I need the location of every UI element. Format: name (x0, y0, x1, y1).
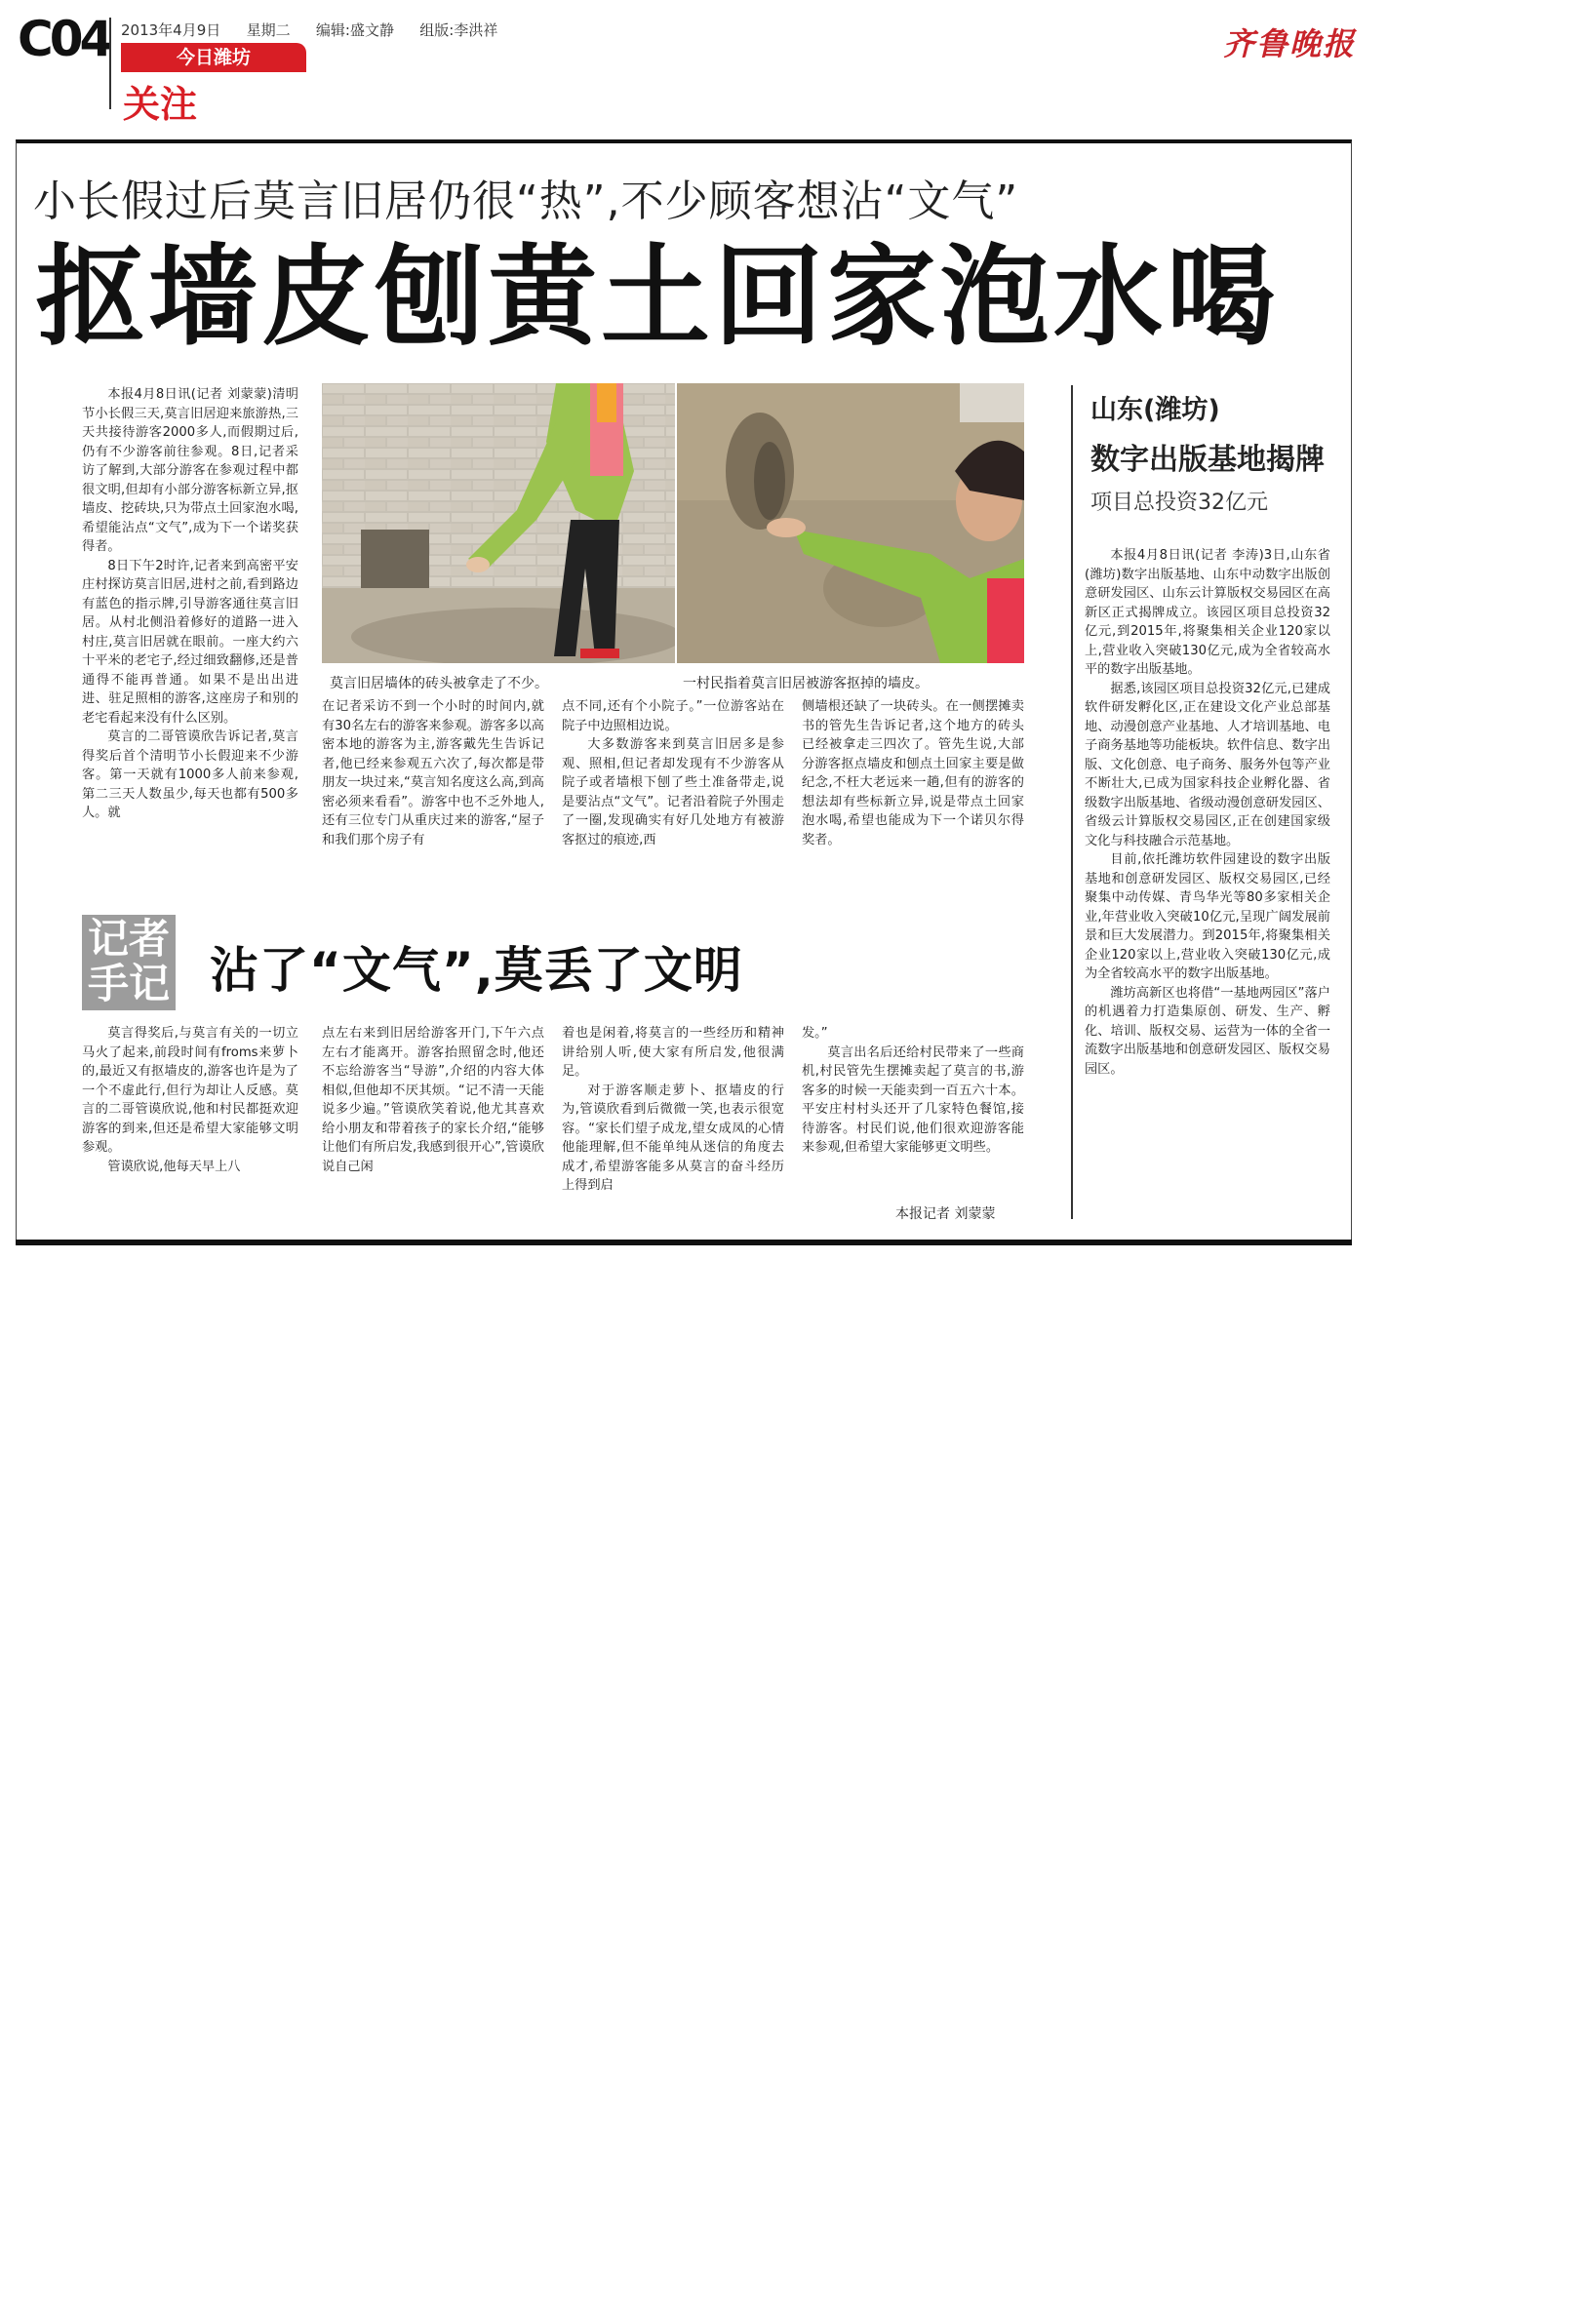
photo-scraped-wall (677, 383, 1024, 663)
note-paragraph: 发。” (802, 1026, 828, 1041)
issue-meta (121, 20, 497, 40)
sidebar-paragraph: 目前,依托潍坊软件园建设的数字出版基地和创意研发园区、版权交易园区,已经聚集中动传媒、青鸟华光等80多家相关企业,年营业收入突破10亿元,呈现广阔发展前景和巨大发展潜力。到2015年,将聚集相关企业120家以上,营业收入突破130亿元,成为全省较高水平的数字出版基地。 (1085, 852, 1330, 981)
article-paragraph: 莫言的二哥管谟欣告诉记者,莫言得奖后首个清明节小长假迎来不少游客。第一天就有1000多人前来参观,第二三天人数虽少,每天也都有500多人。就 (82, 729, 298, 820)
sidebar-paragraph: 潍坊高新区也将借“一基地两园区”落户的机遇着力打造集原创、研发、生产、孵化、培训、版权交易、运营为一体的全省一流数字出版基地和创意研发园区、版权交易园区。 (1085, 985, 1330, 1077)
note-paragraph: 着也是闲着,将莫言的一些经历和精神讲给别人听,使大家有所启发,他很满足。 (562, 1026, 784, 1079)
reporter-note-badge-line1: 记者 (87, 915, 170, 963)
note-paragraph: 对于游客顺走萝卜、抠墙皮的行为,管谟欣看到后微微一笑,也表示很宽容。“家长们望子成龙,望女成凤的心情他能理解,但不能单纯从迷信的角度去成才,希望游客能多从莫言的奋斗经历上得到启 (562, 1083, 784, 1193)
page-number: C04 (18, 11, 110, 67)
reporter-note-headline: 沾了“文气”,莫丢了文明 (210, 942, 743, 999)
note-column-3 (562, 1024, 784, 1196)
note-paragraph: 管谟欣说,他每天早上八 (107, 1159, 241, 1174)
article-paragraph: 8日下午2时许,记者来到高密平安庄村探访莫言旧居,进村之前,看到路边有蓝色的指示牌,引导游客通往莫言旧居。从村北侧沿着修好的道路一进入村庄,莫言旧居就在眼前。一座大约六十平米的老宅子,经过细致翻修,还是普通得不能再普通。如果不是出出进进、驻足照相的游客,这座房子和别的老宅看起来没有什么区别。 (82, 558, 298, 726)
reporter-note-badge (82, 915, 176, 1010)
sidebar-paragraph: 本报4月8日讯(记者 李涛)3日,山东省(潍坊)数字出版基地、山东中动数字出版创意研发园区、山东云计算版权交易园区在高新区正式揭牌成立。该园区项目总投资32亿元,到2015年,将聚集相关企业120家以上,营业收入突破130亿元,成为全省较高水平的数字出版基地。 (1085, 548, 1330, 677)
note-paragraph: 点左右来到旧居给游客开门,下午六点左右才能离开。游客抬照留念时,他还不忘给游客当“导游”,介绍的内容大体相似,但他却不厌其烦。“记不清一天能说多少遍。”管谟欣笑着说,他尤其喜欢给小朋友和带着孩子的家长介绍,“能够让他们有所启发,我感到很开心”,管谟欣说自己闲 (322, 1026, 544, 1174)
sidebar-title: 山东(潍坊) (1090, 395, 1220, 425)
article-paragraph: 点不同,还有个小院子。”一位游客站在院子中边照相边说。 (562, 699, 784, 733)
sidebar-divider (1071, 385, 1073, 1219)
article-column-1 (82, 385, 298, 823)
article-column-2 (322, 697, 544, 849)
article-headline: 抠墙皮刨黄土回家泡水喝 (35, 234, 1280, 361)
photo-caption: 一村民指着莫言旧居被游客抠掉的墙皮。 (683, 676, 929, 691)
layout-credit: 组版:李洪祥 (419, 21, 498, 39)
reporter-byline: 本报记者 刘蒙蒙 (895, 1206, 996, 1222)
sidebar-body (1085, 546, 1330, 1079)
issue-date: 2013年4月9日 (121, 21, 221, 39)
section-tab: 今日潍坊 (121, 43, 306, 72)
sidebar-deck: 项目总投资32亿元 (1090, 491, 1268, 515)
editor-credit: 编辑:盛文静 (315, 21, 394, 39)
photo-caption: 莫言旧居墙体的砖头被拿走了不少。 (330, 676, 548, 691)
article-column-4 (802, 697, 1024, 849)
header-divider (109, 18, 111, 109)
reporter-note-badge-line2: 手记 (87, 960, 170, 1007)
note-column-2 (322, 1024, 544, 1176)
brick-wall-image (322, 383, 675, 663)
article-kicker: 小长假过后莫言旧居仍很“热”,不少顾客想沾“文气” (33, 177, 1019, 226)
sidebar-headline: 数字出版基地揭牌 (1090, 443, 1325, 477)
article-paragraph: 本报4月8日讯(记者 刘蒙蒙)清明节小长假三天,莫言旧居迎来旅游热,三天共接待游客2000多人,而假期过后,仍有不少游客前往参观。8日,记者采访了解到,大部分游客在参观过程中都很文明,但却有小部分游客标新立异,抠墙皮、挖砖块,只为带点土回家泡水喝,希望能沾点“文气”,成为下一个诺奖获得者。 (82, 387, 298, 554)
note-column-4 (802, 1024, 1024, 1158)
article-paragraph: 大多数游客来到莫言旧居多是参观、照相,但记者却发现有不少游客从院子或者墙根下刨了些土准备带走,说是要沾点“文气”。记者沿着院子外围走了一圈,发现确实有好几处地方有被游客抠过的痕迹,西 (562, 737, 784, 847)
sidebar-paragraph: 据悉,该园区项目总投资32亿元,已建成软件研发孵化区,正在建设文化产业总部基地、动漫创意产业基地、人才培训基地、电子商务基地等功能板块。软件信息、数字出版、文化创意、电子商务、服务外包等产业不断壮大,已成为国家科技企业孵化器、省级数字出版基地、省级动漫创意研发园区、省级云计算版权交易园区,正在创建国家级文化与科技融合示范基地。 (1085, 681, 1330, 848)
issue-weekday: 星期二 (246, 21, 291, 39)
article-column-3 (562, 697, 784, 849)
note-column-1 (82, 1024, 298, 1176)
newspaper-logo: 齐鲁晚报 (1223, 25, 1357, 62)
note-paragraph: 莫言得奖后,与莫言有关的一切立马火了起来,前段时间有froms来萝卜的,最近又有抠墙皮的,游客也许是为了一个不虚此行,但行为却让人反感。莫言的二哥管谟欣说,他和村民都挺欢迎游客的到来,但还是希望大家能够文明参观。 (82, 1026, 298, 1155)
article-paragraph: 侧墙根还缺了一块砖头。在一侧摆摊卖书的管先生告诉记者,这个地方的砖头已经被拿走三四次了。管先生说,大部分游客抠点墙皮和刨点土回家主要是做纪念,不枉大老远来一趟,但有的游客的想法却有些标新立异,说是带点土回家泡水喝,希望也能成为下一个诺贝尔得奖者。 (802, 699, 1024, 847)
article-paragraph: 在记者采访不到一个小时的时间内,就有30名左右的游客来参观。游客多以高密本地的游客为主,游客戴先生告诉记者,他已经来参观五六次了,每次都是带朋友一块过来,“莫言知名度这么高,到高密必须来看看”。游客中也不乏外地人,还有三位专门从重庆过来的游客,“屋子和我们那个房子有 (322, 699, 544, 847)
scraped-wall-image (677, 383, 1024, 663)
note-paragraph: 莫言出名后还给村民带来了一些商机,村民管先生摆摊卖起了莫言的书,游客多的时候一天能卖到一百五六十本。平安庄村村头还开了几家特色餐馆,接待游客。村民们说,他们很欢迎游客能来参观,但希望大家能够更文明些。 (802, 1044, 1024, 1155)
article-frame-bottom-rule (16, 1240, 1352, 1245)
photo-brick-wall (322, 383, 675, 663)
section-title: 关注 (123, 83, 198, 126)
